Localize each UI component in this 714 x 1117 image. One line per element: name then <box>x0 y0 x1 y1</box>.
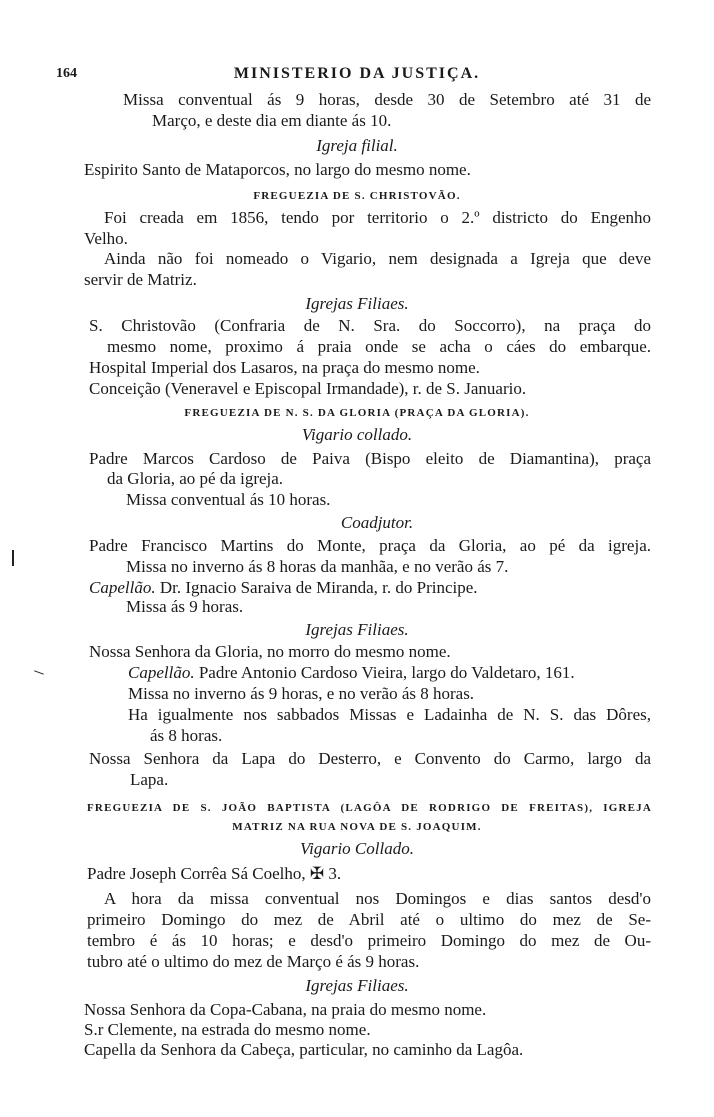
section-heading: Igrejas Filiaes. <box>305 976 409 995</box>
text-line: tubro até o ultimo do mez de Março é ás 9 horas. <box>87 952 420 971</box>
scan-mark <box>12 550 14 566</box>
text-line: Ainda não foi nomeado o Vigario, nem designada a Igreja que deve <box>104 249 651 268</box>
text-line: Padre Joseph Corrêa Sá Coelho, ✠ 3. <box>87 864 342 883</box>
text-line <box>89 578 478 598</box>
text-line: servir de Matriz. <box>84 270 197 289</box>
parish-heading: FREGUEZIA DE S. CHRISTOVÃO. <box>253 190 461 202</box>
text-line: Ha igualmente nos sabbados Missas e Ladainha de N. S. das Dôres, <box>128 705 651 724</box>
text-line: Nossa Senhora da Lapa do Desterro, e Convento do Carmo, largo da <box>89 749 651 768</box>
text-line: Lapa. <box>130 770 169 789</box>
running-header: MINISTERIO DA JUSTIÇA. <box>233 65 481 82</box>
text-line: mesmo nome, proximo á praia onde se acha o cáes do embarque. <box>107 337 651 356</box>
role-label: Capellão. <box>89 578 156 597</box>
section-heading: Coadjutor. <box>340 513 414 532</box>
parish-heading: MATRIZ NA RUA NOVA DE S. JOAQUIM. <box>232 821 482 833</box>
page-number: 164 <box>56 66 77 81</box>
role-label: Capellão. <box>128 663 195 682</box>
text-line: da Gloria, ao pé da igreja. <box>107 469 284 488</box>
text-line: Padre Marcos Cardoso de Paiva (Bispo eleito de Diamantina), praça <box>89 449 651 468</box>
text-line: ás 8 horas. <box>150 726 223 745</box>
text-span: Dr. Ignacio Saraiva de Miranda, r. do Principe. <box>159 578 478 597</box>
text-line: Missa no inverno ás 9 horas, e no verão ás 8 horas. <box>128 684 475 703</box>
parish-heading: FREGUEZIA DE S. JOÃO BAPTISTA (LAGÔA DE RODRIGO DE FREITAS), IGREJA <box>87 802 652 814</box>
text-line: S. Christovão (Confraria de N. Sra. do Soccorro), na praça do <box>89 316 651 335</box>
section-heading: Vigario collado. <box>301 425 413 444</box>
section-heading: Igreja filial. <box>316 136 398 155</box>
scan-mark <box>34 670 44 674</box>
section-heading: Vigario Collado. <box>300 839 414 858</box>
text-line: Missa ás 9 horas. <box>126 597 244 616</box>
text-line: primeiro Domingo do mez de Abril até o ultimo do mez de Se- <box>87 910 651 929</box>
parish-heading: FREGUEZIA DE N. S. DA GLORIA (PRAÇA DA GLORIA). <box>184 407 530 419</box>
text-line: S.r Clemente, na estrada do mesmo nome. <box>84 1020 371 1039</box>
text-line: Foi creada em 1856, tendo por territorio o 2.º districto do Engenho <box>104 208 651 227</box>
text-line: Hospital Imperial dos Lasaros, na praça do mesmo nome. <box>89 358 480 377</box>
text-line: Velho. <box>84 229 128 248</box>
text-line: Missa no inverno ás 8 horas da manhãa, e no verão ás 7. <box>126 557 509 576</box>
text-line: tembro é ás 10 horas; e desd'o primeiro Domingo do mez de Ou- <box>87 931 651 950</box>
text-line: Nossa Senhora da Gloria, no morro do mesmo nome. <box>89 642 451 661</box>
text-line: Conceição (Veneravel e Episcopal Irmandade), r. de S. Januario. <box>89 379 527 398</box>
text-line: Nossa Senhora da Copa-Cabana, na praia do mesmo nome. <box>84 1000 487 1019</box>
text-line: Espirito Santo de Mataporcos, no largo do mesmo nome. <box>84 160 471 179</box>
section-heading: Igrejas Filiaes. <box>305 294 409 313</box>
text-line: Março, e deste dia em diante ás 10. <box>152 111 392 130</box>
text-span: Padre Antonio Cardoso Vieira, largo do Valdetaro, 161. <box>198 663 575 682</box>
text-line: Missa conventual ás 10 horas. <box>126 490 331 509</box>
text-line <box>128 663 575 683</box>
section-heading: Igrejas Filiaes. <box>305 620 409 639</box>
text-line: Missa conventual ás 9 horas, desde 30 de Setembro até 31 de <box>123 90 651 109</box>
text-line: Padre Francisco Martins do Monte, praça da Gloria, ao pé da igreja. <box>89 536 651 555</box>
text-line: A hora da missa conventual nos Domingos e dias santos desd'o <box>104 889 651 908</box>
text-line: Capella da Senhora da Cabeça, particular, no caminho da Lagôa. <box>84 1040 524 1059</box>
